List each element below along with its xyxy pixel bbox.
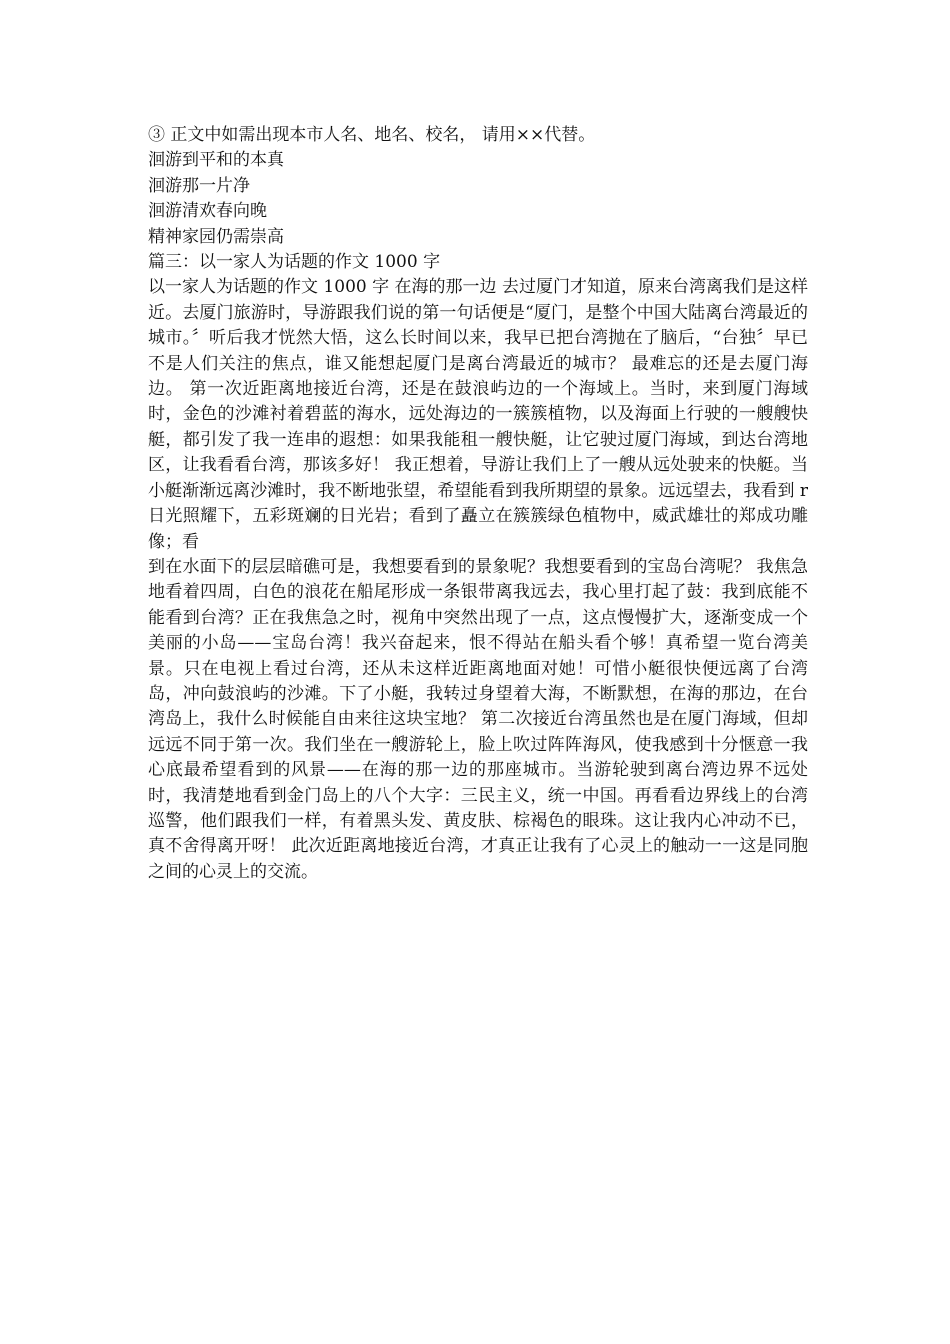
instruction-note: ③ 正文中如需出现本市人名、地名、校名， 请用××代替。 bbox=[148, 125, 596, 145]
document-body bbox=[148, 123, 808, 885]
essay-paragraph-2: 到在水面下的层层暗礁可是，我想要看到的景象呢？我想要看到的宝岛台湾呢？ 我焦急地看着四周，白色的浪花在船尾形成一条银带离我远去，我心里打起了鼓：我到底能不能看到台湾？正在我焦急之时，视角中突然出现了一点，这点慢慢扩大，逐渐变成一个美丽的小岛——宝岛台湾！我兴奋起来，恨不得站在船头看个够！真希望一览台湾美景。只在电视上看过台湾，还从未这样近距离地面对她！可惜小艇很快便远离了台湾岛，冲向鼓浪屿的沙滩。下了小艇，我转过身望着大海，不断默想，在海的那边，在台湾岛上，我什么时候能自由来往这块宝地？ 第二次接近台湾虽然也是在厦门海域，但却远远不同于第一次。我们坐在一艘游轮上，脸上吹过阵阵海风，使我感到十分惬意一我心底最希望看到的风景——在海的那一边的那座城市。当游轮驶到离台湾边界不远处时，我清楚地看到金门岛上的八个大字：三民主义，统一中国。再看看边界线上的台湾巡警，他们跟我们一样，有着黑头发、黄皮肤、棕褐色的眼珠。这让我内心冲动不已，真不舍得离开呀！ 此次近距离地接近台湾，才真正让我有了心灵上的触动一一这是同胞之间的心灵上的交流。 bbox=[148, 556, 808, 882]
essay-paragraph-1: 以一家人为话题的作文 1000 字 在海的那一边 去过厦门才知道，原来台湾离我们是这样近。去厦门旅游时，导游跟我们说的第一句话便是“厦门，是整个中国大陆离台湾最近的城市。〞听后我才恍然大悟，这么长时间以来，我早已把台湾抛在了脑后，“台独〞早已不是人们关注的焦点，谁又能想起厦门是离台湾最近的城市？ 最难忘的还是去厦门海边。 第一次近距离地接近台湾，还是在鼓浪屿边的一个海域上。当时，来到厦门海域时，金色的沙滩衬着碧蓝的海水，远处海边的一簇簇植物，以及海面上行驶的一艘艘快艇，都引发了我一连串的遐想：如果我能租一艘快艇，让它驶过厦门海域，到达台湾地区，让我看看台湾，那该多好！ 我正想着，导游让我们上了一艘从远处驶来的快艇。当小艇渐渐远离沙滩时，我不断地张望，希望能看到我所期望的景象。远远望去，我看到 r 日光照耀下，五彩斑斓的日光岩；看到了矗立在簇簇绿色植物中，威武雄壮的郑成功雕像；看 bbox=[148, 277, 808, 552]
poem-line-3: 洄游清欢春向晚 bbox=[148, 201, 267, 222]
poem-line-2: 洄游那一片净 bbox=[148, 175, 250, 196]
section-title: 篇三：以一家人为话题的作文 1000 字 bbox=[148, 252, 441, 273]
poem-line-1: 洄游到平和的本真 bbox=[148, 150, 284, 171]
poem-line-4: 精神家园仍需崇高 bbox=[148, 226, 284, 247]
